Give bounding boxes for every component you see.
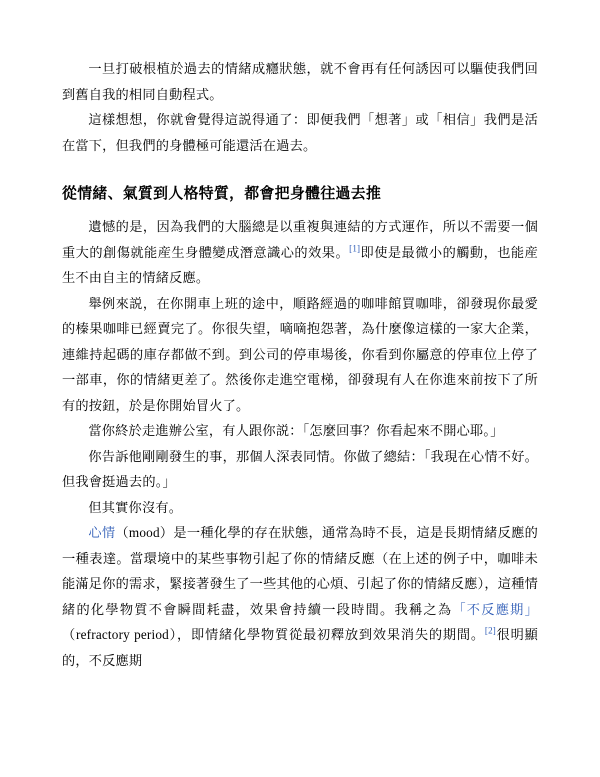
paragraph-intro-2: 這樣想想，你就會覺得這説得通了：即便我們「想著」或「相信」我們是活在當下，但我們的身體極可能還活在過去。 <box>62 112 538 153</box>
paragraph-reply: 你告訴他剛剛發生的事，那個人深表同情。你做了總結：「我現在心情不好。但我會挺過去的。」 <box>62 448 538 489</box>
paragraph-office: 當你終於走進辦公室，有人跟你説：「怎麼回事？你看起來不開心耶。」 <box>88 423 504 438</box>
paragraph-mood-text-b: ，即情緒化學物質從最初釋放到效果消失的期間。 <box>176 627 485 642</box>
mood-term-highlight: 心情 <box>88 525 116 540</box>
footnote-marker-2[interactable]: [2] <box>484 625 496 636</box>
paragraph-coffee: 舉例來説，在你開車上班的途中，順路經過的咖啡館買咖啡，卻發現你最愛的榛果咖啡已經賣完了。你很失望，嘀嘀抱怨著，為什麼像這樣的一家大企業，連維持起碼的庫存都做不到。到公司的停車場後，你看到你屬意的停車位上停了一部車，你的情緒更差了。然後你走進空電梯，卻發現有人在你進來前按下了所有的按鈕，於是你開始冒火了。 <box>62 295 538 413</box>
footnote-marker-1[interactable]: [1] <box>349 243 361 254</box>
section-heading: 從情緒、氣質到人格特質，都會把身體往過去推 <box>62 186 382 202</box>
refractory-term-latin: （refractory period） <box>62 627 177 642</box>
paragraph-mood-text-c: 很明顯的，不反應期 <box>62 627 538 668</box>
paragraph-short: 但其實你沒有。 <box>88 499 183 515</box>
paragraph-intro-1: 一旦打破根植於過去的情緒成癮狀態，就不會再有任何誘因可以驅使我們回到舊自我的相同自動程式。 <box>62 61 538 102</box>
document-body <box>62 56 538 673</box>
paragraph-brain <box>62 214 538 291</box>
paragraph-mood <box>62 520 538 673</box>
paragraph-brain-text-a: 遺憾的是，因為我們的大腦總是以重複與連結的方式運作，所以不需要一個重大的創傷就能産生身體變成潛意識心的效果。 <box>62 219 538 260</box>
paragraph-brain-text-b: 即使是最微小的觸動，也能産生不由自主的情緒反應。 <box>62 244 538 285</box>
refractory-term-highlight: 「不反應期」 <box>452 601 538 617</box>
paragraph-mood-text-a: 是一種化學的存在狀態，通常為時不長，這是長期情緒反應的一種表達。當環境中的某些事物引起了你的情緒反應（在上述的例子中，咖啡未能滿足你的需求，緊接著發生了一些其他的心煩、引起了你的情緒反應），這種情緒的化學物質不會瞬間耗盡，效果會持續一段時間。我稱之為 <box>62 525 538 617</box>
mood-term-latin: （mood） <box>115 525 174 540</box>
